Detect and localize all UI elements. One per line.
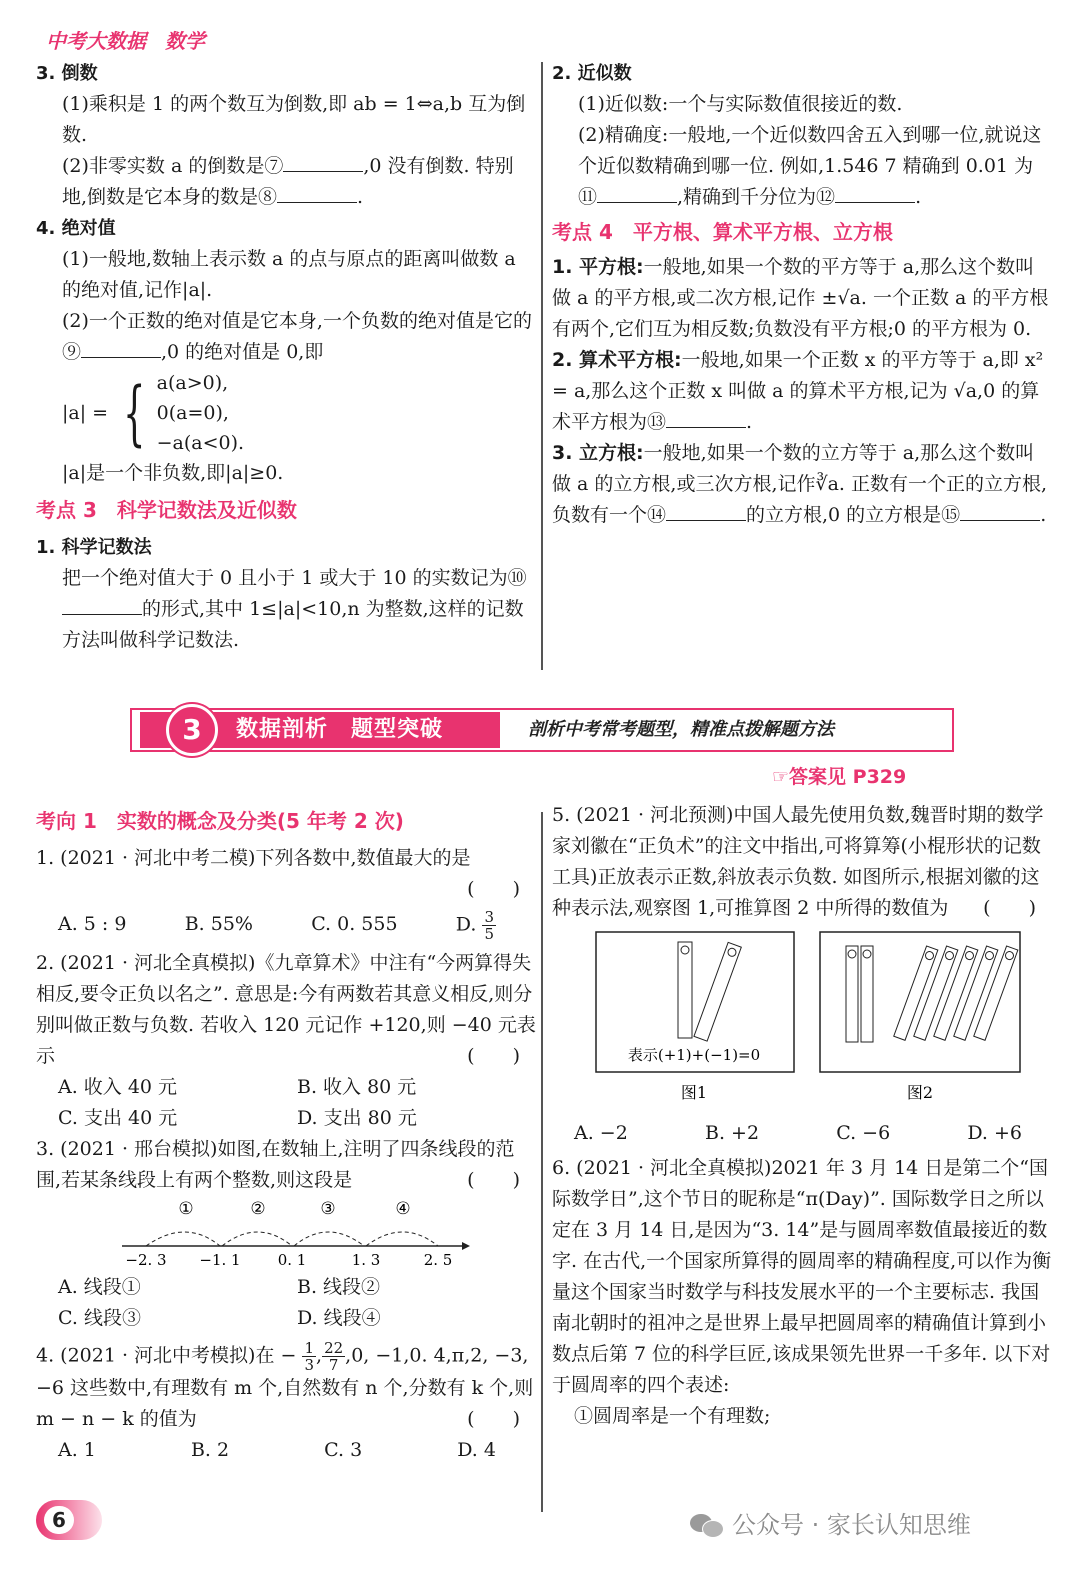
q4-options xyxy=(36,1435,536,1466)
banner-subtitle: 剖析中考常考题型，精准点拨解题方法 xyxy=(528,719,834,740)
blank-7[interactable] xyxy=(283,151,363,172)
segment-label-1: ① xyxy=(178,1199,194,1219)
q4-option-d[interactable]: D. 4 xyxy=(457,1439,496,1461)
q1-option-c[interactable]: C. 0. 555 xyxy=(311,913,398,935)
q3-answer-paren[interactable]: ( ) xyxy=(467,1169,520,1191)
column-divider-bottom xyxy=(541,812,543,1512)
q2-options xyxy=(36,1072,536,1134)
segment-arc-1 xyxy=(146,1232,220,1246)
watermark xyxy=(690,1510,971,1540)
blank-12[interactable] xyxy=(835,182,915,203)
reciprocal-p2-text-b: ,0 没有倒数. 特别地,倒数是它本身的数是⑧ xyxy=(62,155,514,208)
q4-option-c[interactable]: C. 3 xyxy=(324,1439,363,1461)
absolute-p3: |a|是一个非负数,即|a|≥0. xyxy=(62,462,284,484)
q1-answer-paren[interactable]: ( ) xyxy=(467,878,520,900)
q1-options xyxy=(36,909,536,942)
subject-name: 数学 xyxy=(164,29,205,53)
fraction-numerator: 22 xyxy=(324,1339,344,1357)
q2-option-a[interactable]: A. 收入 40 元 xyxy=(58,1076,178,1098)
question-2 xyxy=(36,948,536,1134)
blank-13[interactable] xyxy=(666,407,746,428)
q3-option-b[interactable]: B. 线段② xyxy=(297,1276,381,1298)
fraction-denominator: 7 xyxy=(328,1356,339,1374)
wechat-icon xyxy=(690,1512,724,1538)
q1-option-d-label: D. xyxy=(455,913,477,936)
segment-label-2: ② xyxy=(250,1199,266,1219)
cube-root-body-c: . xyxy=(1040,504,1047,526)
q4-fraction-2 xyxy=(322,1340,345,1373)
figure-1-caption: 表示(+1)+(−1)=0 xyxy=(627,1046,761,1064)
q4-option-a[interactable]: A. 1 xyxy=(58,1439,96,1461)
absolute-p1: (1)一般地,数轴上表示数 a 的点与原点的距离叫做数 a 的绝对值,记作|a|. xyxy=(62,248,516,301)
sqrt-head: 1. 平方根: xyxy=(552,256,644,278)
piecewise-case-1: a(a>0), xyxy=(156,372,229,394)
axis-arrow-icon xyxy=(462,1242,470,1250)
sci-notation-text-b: 的形式,其中 1≤|a|<10,n 为整数,这样的记数方法叫做科学记数法. xyxy=(62,598,524,651)
q4-stem-a: 4. (2021 · 河北中考模拟)在 − xyxy=(36,1344,297,1367)
section-title-sci-notation: 1. 科学记数法 xyxy=(36,537,152,558)
approx-p2-text-a: (2)精确度:一般地,一个近似数四舍五入到哪一位,就说这个近似数精确到哪一位. 例如,1.546 7 精确到 0.01 为⑪ xyxy=(578,124,1042,208)
column-divider-top xyxy=(541,62,543,670)
rod-upright-icon xyxy=(678,942,692,1038)
reciprocal-p1: (1)乘积是 1 的两个数互为倒数,即 ab = 1⇔a,b 互为倒数. xyxy=(62,93,526,146)
q2-option-b[interactable]: B. 收入 80 元 xyxy=(297,1076,417,1098)
page-number: 6 xyxy=(44,1506,74,1534)
section-title-approx: 2. 近似数 xyxy=(552,63,632,84)
counting-rods-figure xyxy=(594,928,1074,1118)
q3-stem-wrap xyxy=(36,1134,536,1196)
blank-15[interactable] xyxy=(960,500,1040,521)
q5-option-d[interactable]: D. +6 xyxy=(967,1122,1022,1144)
banner-number: 3 xyxy=(166,704,218,756)
question-4 xyxy=(36,1340,536,1466)
piecewise-lhs: |a| = xyxy=(62,402,109,424)
brace-icon: { xyxy=(123,372,146,454)
question-1 xyxy=(36,843,536,942)
tick-label-4: 1. 3 xyxy=(351,1251,381,1266)
cube-root-body-b: 的立方根,0 的立方根是⑮ xyxy=(746,504,961,526)
watermark-text: 公众号 · 家长认知思维 xyxy=(732,1511,971,1539)
approx-p1: (1)近似数:一个与实际数值很接近的数. xyxy=(578,93,903,115)
q1-option-b[interactable]: B. 55% xyxy=(184,913,253,935)
q4-stem-wrap: 4. (2021 · 河北中考模拟)在 − $\frac{1}{3}$ , $\frac{22}{7}$ ,0, −1,0. 4,π,2, −3, −6 这些数中,有理数有 m 个,自然数有 n 个,分数有 k 个,则 m − n − k 的值为 ( ) xyxy=(36,1340,536,1435)
arith-sqrt-body-a: 一般地,如果一个正数 x 的平方等于 a,即 x² = a,那么这个正数 x 叫做 a 的算术平方根,记为 √a,0 的算术平方根为⑬ xyxy=(552,349,1044,433)
blank-14[interactable] xyxy=(666,500,746,521)
reciprocal-p2-text-c: . xyxy=(357,186,364,208)
q5-stem-wrap xyxy=(552,800,1052,924)
q4-answer-paren[interactable]: ( ) xyxy=(467,1408,520,1430)
q1-stem: 1. (2021 · 河北中考二模)下列各数中,数值最大的是 xyxy=(36,847,471,869)
sci-notation-body xyxy=(36,563,536,656)
q3-option-a[interactable]: A. 线段① xyxy=(58,1276,141,1298)
q1-option-d[interactable] xyxy=(456,909,496,942)
absolute-p2-text-a: (2)一个正数的绝对值是它本身,一个负数的绝对值是它的⑨ xyxy=(62,310,532,363)
approx-p2-text-b: ,精确到千分位为⑫ xyxy=(677,186,836,208)
q5-option-b[interactable]: B. +2 xyxy=(704,1122,760,1144)
fraction-numerator: 3 xyxy=(484,908,494,926)
piecewise-cases xyxy=(157,368,244,458)
left-top-column xyxy=(36,58,536,656)
q6-stem: 6. (2021 · 河北全真模拟)2021 年 3 月 14 日是第二个“国际数学日”,这个节日的昵称是“π(Day)”. 国际数学日之所以定在 3 月 14 日,是因为“3. 14”是与圆周率数值最接近的数字. 在古代,一个国家所算得的圆周率的精确程度,可以作为衡量这个国家当时数学与科技发展水平的一个主要标志. 我国南北朝时的祖冲之是世界上最早把圆周率的精确值计算到小数点后第 7 位的科学巨匠,该成果领先世界一千多年. 以下对于圆周率的四个表述: xyxy=(552,1157,1052,1396)
tick-label-3: 0. 1 xyxy=(277,1251,307,1266)
tick-label-2: −1. 1 xyxy=(199,1251,241,1266)
rod-upright-icon xyxy=(861,946,873,1042)
absolute-piecewise xyxy=(36,368,536,458)
section-title-reciprocal: 3. 倒数 xyxy=(36,63,98,84)
number-line-figure xyxy=(36,1196,536,1266)
blank-11[interactable] xyxy=(597,182,677,203)
series-name: 中考大数据 xyxy=(46,29,146,53)
segment-label-4: ④ xyxy=(395,1199,411,1219)
cube-root-head: 3. 立方根: xyxy=(552,442,644,464)
blank-10[interactable] xyxy=(62,594,142,615)
figure-1-label: 图1 xyxy=(680,1083,708,1102)
q4-stem-b: ,0, −1,0. 4,π,2, −3, −6 这些数中,有理数有 m 个,自然数有 n 个,分数有 k 个,则 m − n − k 的值为 xyxy=(36,1344,534,1430)
question-3 xyxy=(36,1134,536,1334)
q2-option-d[interactable]: D. 支出 80 元 xyxy=(297,1107,417,1129)
blank-9[interactable] xyxy=(81,337,161,358)
q5-option-a[interactable]: A. −2 xyxy=(574,1122,628,1144)
page-number-badge xyxy=(36,1500,102,1540)
page-header xyxy=(46,26,205,57)
arith-sqrt-item xyxy=(552,345,1052,438)
arith-sqrt-body-b: . xyxy=(746,411,753,433)
fraction-denominator: 3 xyxy=(304,1356,315,1374)
q5-options xyxy=(552,1118,1052,1149)
kaodian-4-title: 考点 4 平方根、算术平方根、立方根 xyxy=(552,220,893,244)
piecewise-case-2: 0(a=0), xyxy=(156,402,229,424)
q3-options xyxy=(36,1272,536,1334)
rod-upright-icon xyxy=(846,946,858,1042)
absolute-p2-text-b: ,0 的绝对值是 0,即 xyxy=(161,341,324,363)
sqrt-body: 一般地,如果一个数的平方等于 a,那么这个数叫做 a 的平方根,或二次方根,记作 ±√a. 一个正数 a 的平方根有两个,它们互为相反数;负数没有平方根;0 的平方根为 0. xyxy=(552,256,1049,340)
section-title-absolute: 4. 绝对值 xyxy=(36,218,116,239)
kaodian-3-title: 考点 3 科学记数法及近似数 xyxy=(36,498,297,522)
q5-option-c[interactable]: C. −6 xyxy=(836,1122,891,1144)
q6-item-1: ①圆周率是一个有理数; xyxy=(574,1405,771,1427)
approx-p2 xyxy=(552,120,1052,213)
arith-sqrt-head: 2. 算术平方根: xyxy=(552,349,682,371)
q5-answer-paren[interactable]: ( ) xyxy=(983,897,1036,919)
right-top-column xyxy=(552,58,1052,531)
cube-root-body-a: 一般地,如果一个数的立方等于 a,那么这个数叫做 a 的立方根,或三次方根,记作∛a. 正数有一个正的立方根,负数有一个⑭ xyxy=(552,442,1048,526)
answer-reference[interactable]: ☞答案见 P329 xyxy=(772,766,907,788)
q1-option-d-fraction xyxy=(482,909,496,942)
banner-title: 数据剖析 题型突破 xyxy=(236,717,444,742)
segment-arc-4 xyxy=(366,1232,438,1246)
sci-notation-text-a: 把一个绝对值大于 0 且小于 1 或大于 10 的实数记为⑩ xyxy=(62,567,527,589)
kaoxiang-1-title: 考向 1 实数的概念及分类(5 年考 2 次) xyxy=(36,809,404,833)
fraction-numerator: 1 xyxy=(304,1339,315,1357)
sqrt-item xyxy=(552,252,1052,345)
q4-fraction-1 xyxy=(302,1340,316,1373)
figure-2-label: 图2 xyxy=(906,1083,934,1102)
segment-arc-3 xyxy=(294,1232,364,1246)
approx-p2-text-c: . xyxy=(915,186,922,208)
tick-label-5: 2. 5 xyxy=(423,1251,453,1266)
q2-answer-paren[interactable]: ( ) xyxy=(467,1045,520,1067)
q3-stem: 3. (2021 · 邢台模拟)如图,在数轴上,注明了四条线段的范围,若某条线段上有两个整数,则这段是 xyxy=(36,1138,515,1191)
q2-stem-wrap xyxy=(36,948,536,1072)
segment-arc-2 xyxy=(222,1232,292,1246)
tick-label-1: −2. 3 xyxy=(125,1251,167,1266)
rod-slanted-icon xyxy=(694,942,741,1041)
left-bottom-column xyxy=(36,806,536,1466)
right-bottom-column xyxy=(552,800,1052,1432)
fraction-denominator: 5 xyxy=(484,925,494,943)
q3-option-c[interactable]: C. 线段③ xyxy=(58,1307,141,1329)
q4-option-b[interactable]: B. 2 xyxy=(190,1439,230,1461)
segment-label-3: ③ xyxy=(320,1199,336,1219)
q3-option-d[interactable]: D. 线段④ xyxy=(297,1307,381,1329)
reciprocal-p2-text-a: (2)非零实数 a 的倒数是⑦ xyxy=(62,155,284,177)
reciprocal-p2 xyxy=(36,151,536,213)
q2-stem: 2. (2021 · 河北全真模拟)《九章算术》中注有“今两算得失相反,要令正负以名之”. 意思是:今有两数若其意义相反,则分别叫做正数与负数. 若收入 120 元记作 +120,则 −40 元表示 xyxy=(36,952,536,1067)
q2-option-c[interactable]: C. 支出 40 元 xyxy=(58,1107,178,1129)
absolute-p2 xyxy=(36,306,536,368)
q1-option-a[interactable]: A. 5 : 9 xyxy=(58,913,127,935)
cube-root-item xyxy=(552,438,1052,531)
question-5 xyxy=(552,800,1052,1149)
question-6 xyxy=(552,1153,1052,1432)
piecewise-case-3: −a(a<0). xyxy=(156,432,245,454)
blank-8[interactable] xyxy=(277,182,357,203)
q5-stem: 5. (2021 · 河北预测)中国人最先使用负数,魏晋时期的数学家刘徽在“正负术”的注文中指出,可将算筹(小棍形状的记数工具)正放表示正数,斜放表示负数. 如图所示,根据刘徽的这种表示法,观察图 1,可推算图 2 中所得的数值为 xyxy=(552,804,1044,919)
